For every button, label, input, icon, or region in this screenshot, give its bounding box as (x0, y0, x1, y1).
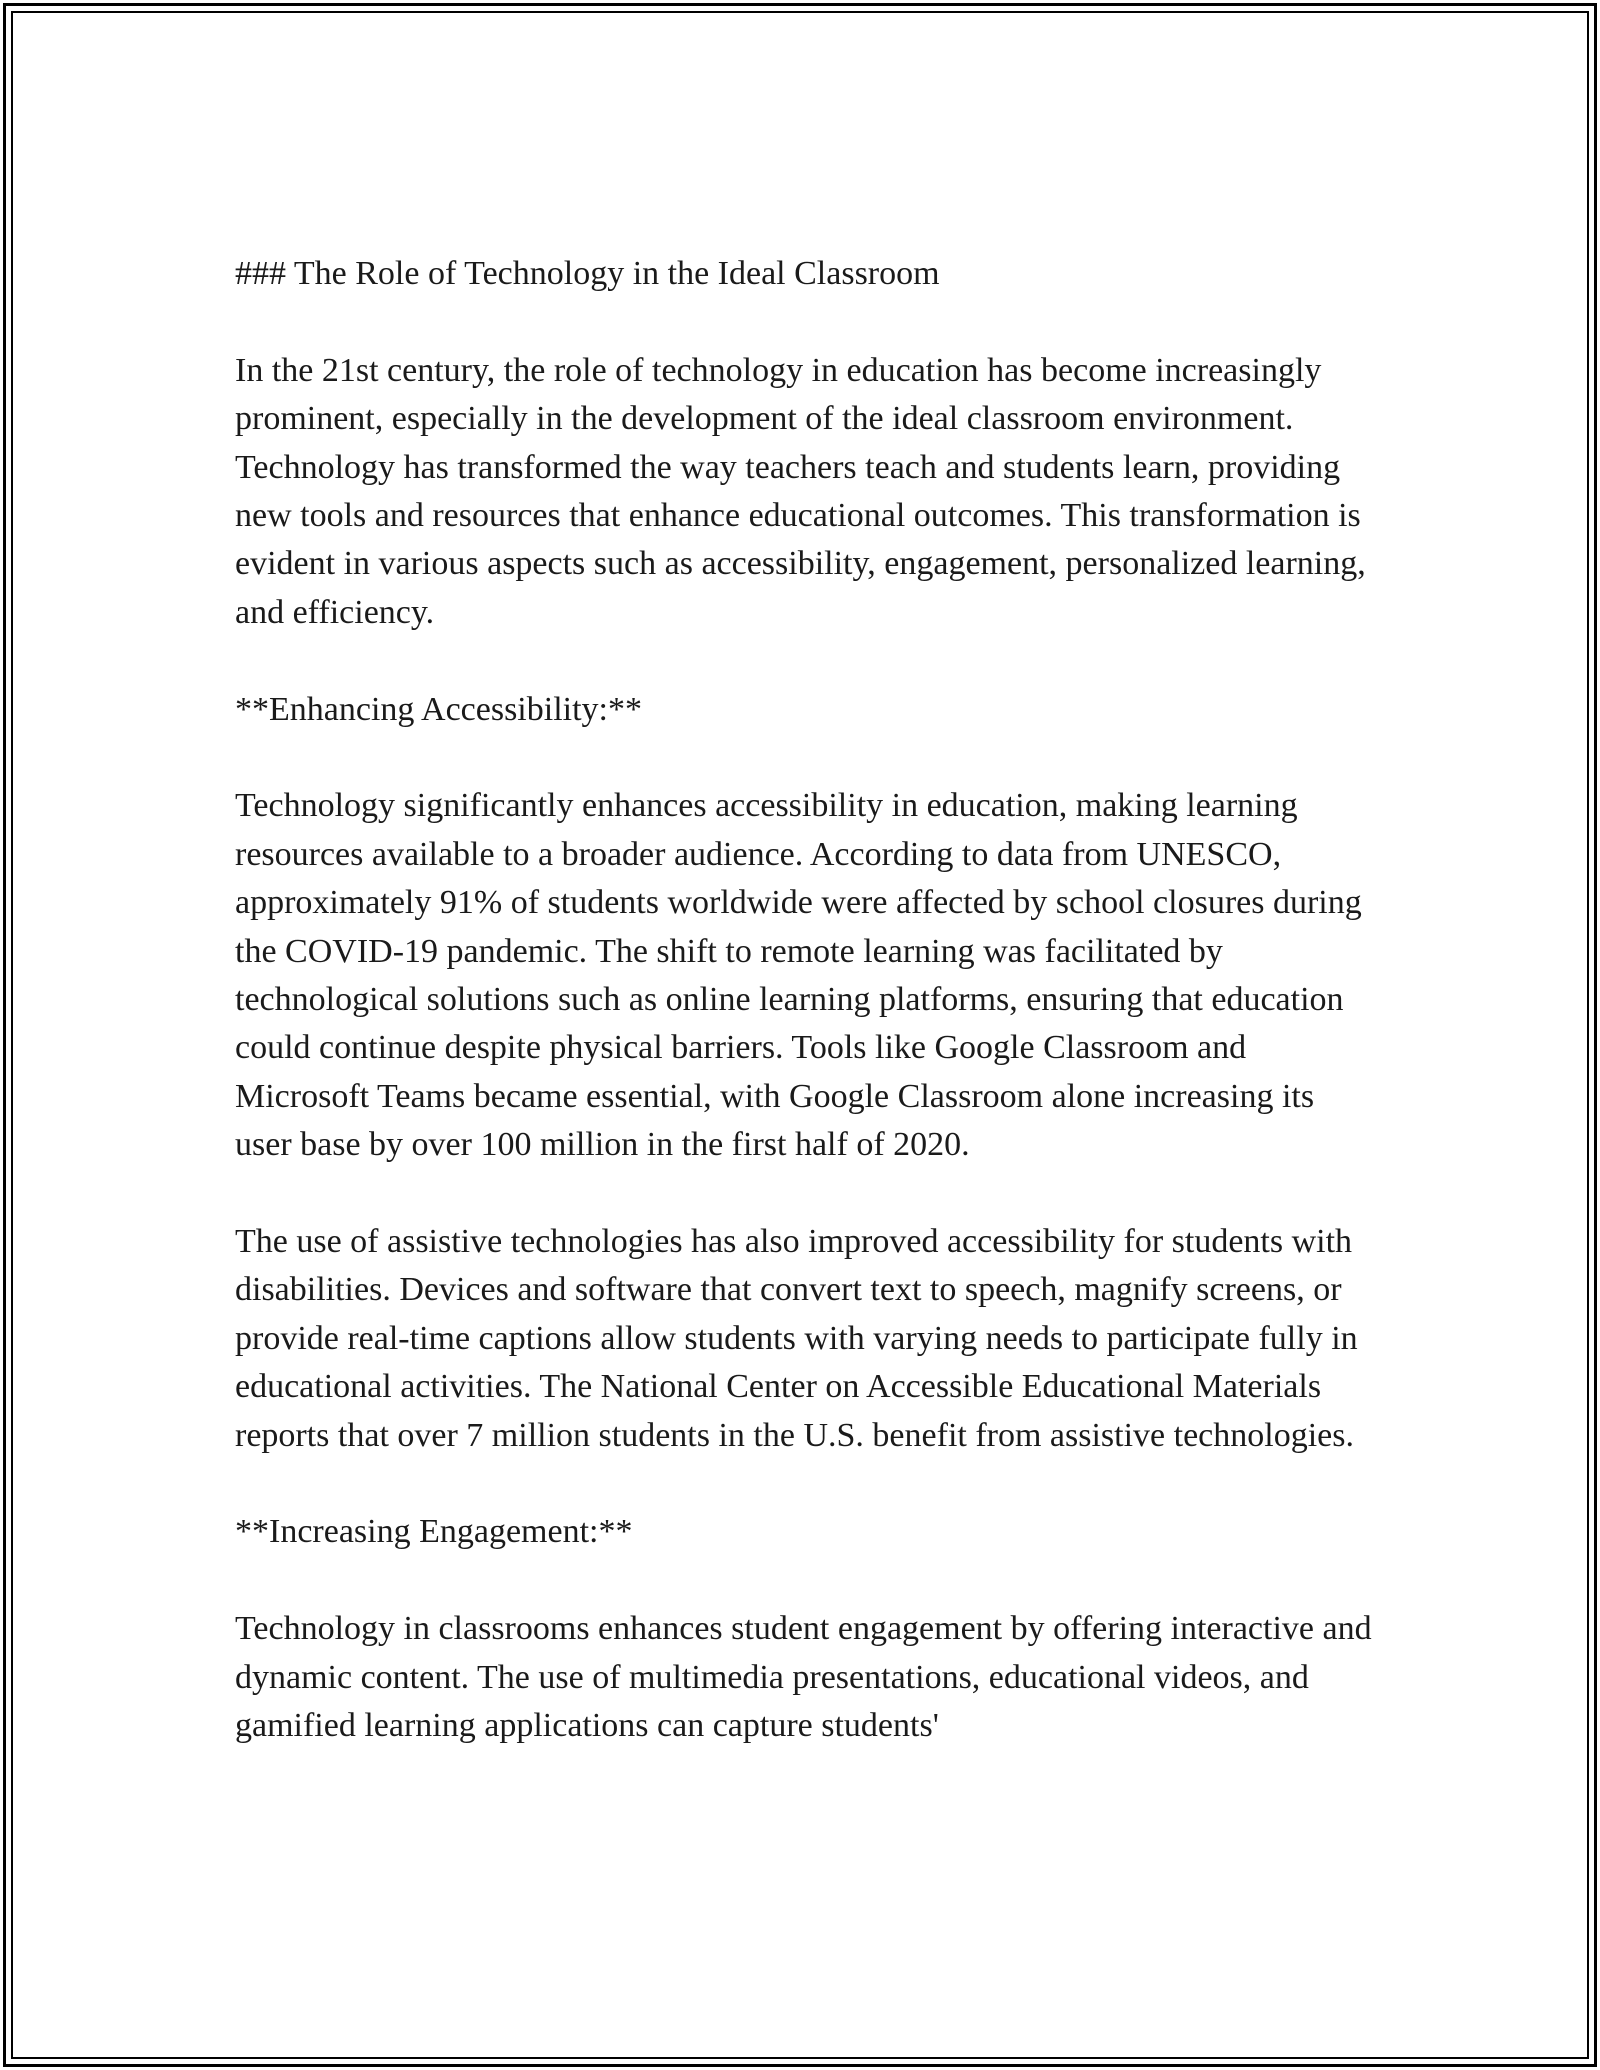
accessibility-heading: **Enhancing Accessibility:** (235, 690, 642, 728)
intro-paragraph: In the 21st century, the role of technology in education has become increasingly prominent, especially in the development of the ideal classroom environment. Technology has transformed the way teachers teach and students learn, providing new tools and resources that enhance educational outcomes. This transformation is evident in various aspects such as accessibility, engagement, personalized learning, and efficiency. (235, 351, 1366, 631)
accessibility-paragraph-1: Technology significantly enhances accessibility in education, making learning resources available to a broader audience. According to data from UNESCO, approximately 91% of students worldwide were affected by school closures during the COVID-19 pandemic. The shift to remote learning was facilitated by technological solutions such as online learning platforms, ensuring that education could continue despite physical barriers. Tools like Google Classroom and Microsoft Teams became essential, with Google Classroom alone increasing its user base by over 100 million in the first half of 2020. (235, 787, 1362, 1164)
document-body (235, 250, 1375, 1751)
accessibility-paragraph-2: The use of assistive technologies has also improved accessibility for students with disabilities. Devices and software that convert text to speech, magnify screens, or provide real-time captions allow students with varying needs to participate fully in educational activities. The National Center on Accessible Educational Materials reports that over 7 million students in the U.S. benefit from assistive technologies. (235, 1223, 1358, 1454)
engagement-paragraph-1: Technology in classrooms enhances student engagement by offering interactive and dynamic content. The use of multimedia presentations, educational videos, and gamified learning applications can capture students' (235, 1610, 1372, 1745)
document-title: ### The Role of Technology in the Ideal Classroom (235, 255, 940, 292)
engagement-heading: **Increasing Engagement:** (235, 1513, 633, 1551)
